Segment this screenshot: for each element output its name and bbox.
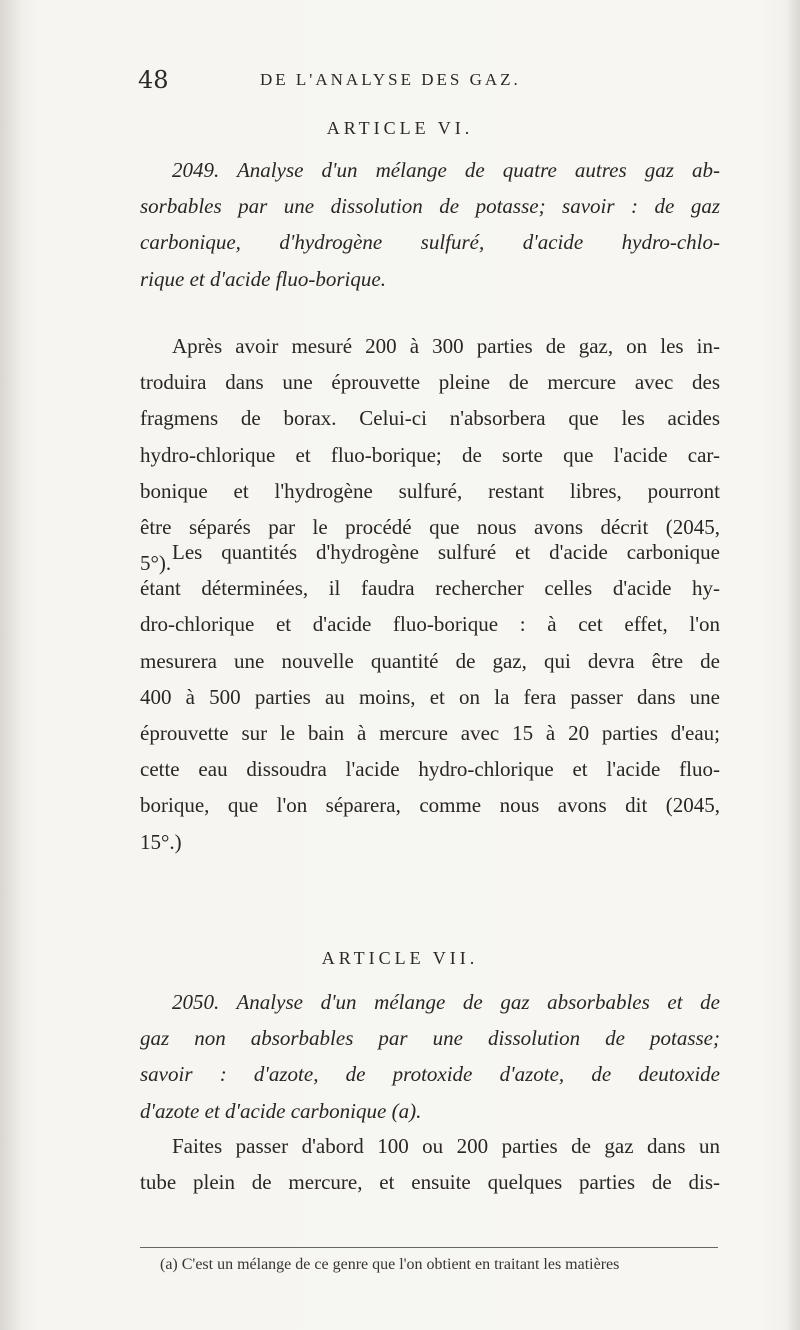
paragraph-line: Les quantités d'hydrogène sulfuré et d'acide carbonique [172,540,720,564]
section-2050-title-line: savoir : d'azote, de protoxide d'azote, de deutoxide [140,1062,720,1087]
paragraph-line: 15°.) [140,829,182,854]
paragraph-line: bonique et l'hydrogène sulfuré, restant libres, pourront [140,478,720,503]
paragraph-line: cette eau dissoudra l'acide hydro-chlorique et l'acide fluo- [140,757,720,782]
paragraph-procedure [140,1128,720,1200]
running-head [0,66,800,96]
footnote: (a) C'est un mélange de ce genre que l'on obtient en traitant les matières [160,1256,620,1273]
paragraph-line: 5°). [140,551,172,576]
paragraph-line: Après avoir mesuré 200 à 300 parties de gaz, on les in- [172,334,720,358]
section-2050-title-line: 2050. Analyse d'un mélange de gaz absorbables et de [172,990,720,1014]
paragraph-line: troduira dans une éprouvette pleine de mercure avec des [140,370,720,395]
section-2049-title-line: sorbables par une dissolution de potasse; savoir : de gaz [140,194,720,219]
paragraph-line: mesurera une nouvelle quantité de gaz, qui devra être de [140,648,720,673]
article-vii-heading: ARTICLE VII. [321,948,479,968]
section-2049-title [140,152,720,297]
paragraph-line: fragmens de borax. Celui-ci n'absorbera que les acides [140,406,720,431]
paragraph-line: tube plein de mercure, et ensuite quelques parties de dis- [140,1170,720,1195]
section-2050-title-line: d'azote et d'acide carbonique (a). [140,1098,422,1123]
running-title: DE L'ANALYSE DES GAZ. [260,70,521,89]
page-edge-shadow [786,0,800,1330]
paragraph-line: être séparés par le procédé que nous avons décrit (2045, [140,515,720,540]
section-2049-title-line: rique et d'acide fluo-borique. [140,266,386,291]
section-2049-title-line: 2049. Analyse d'un mélange de quatre autres gaz ab- [172,158,720,182]
page-number: 48 [138,66,169,94]
paragraph-line: hydro-chlorique et fluo-borique; de sorte que l'acide car- [140,442,720,467]
paragraph-line: dro-chlorique et d'acide fluo-borique : à cet effet, l'on [140,612,720,637]
paragraph-quantities [140,534,720,860]
paragraph-line: 400 à 500 parties au moins, et on la fera passer dans une [140,684,720,709]
article-vi-heading: ARTICLE VI. [326,118,474,138]
paragraph-line: étant déterminées, il faudra rechercher celles d'acide hy- [140,576,720,601]
section-2050-title [140,984,720,1129]
section-2050-title-line: gaz non absorbables par une dissolution de potasse; [140,1026,720,1051]
paragraph-line: éprouvette sur le bain à mercure avec 15 à 20 parties d'eau; [140,721,720,746]
paragraph-line: borique, que l'on séparera, comme nous avons dit (2045, [140,793,720,818]
section-2049-title-line: carbonique, d'hydrogène sulfuré, d'acide hydro-chlo- [140,230,720,255]
footnote-divider [140,1247,718,1248]
paragraph-line: Faites passer d'abord 100 ou 200 parties de gaz dans un [172,1134,720,1158]
page-gutter-shadow [0,0,22,1330]
